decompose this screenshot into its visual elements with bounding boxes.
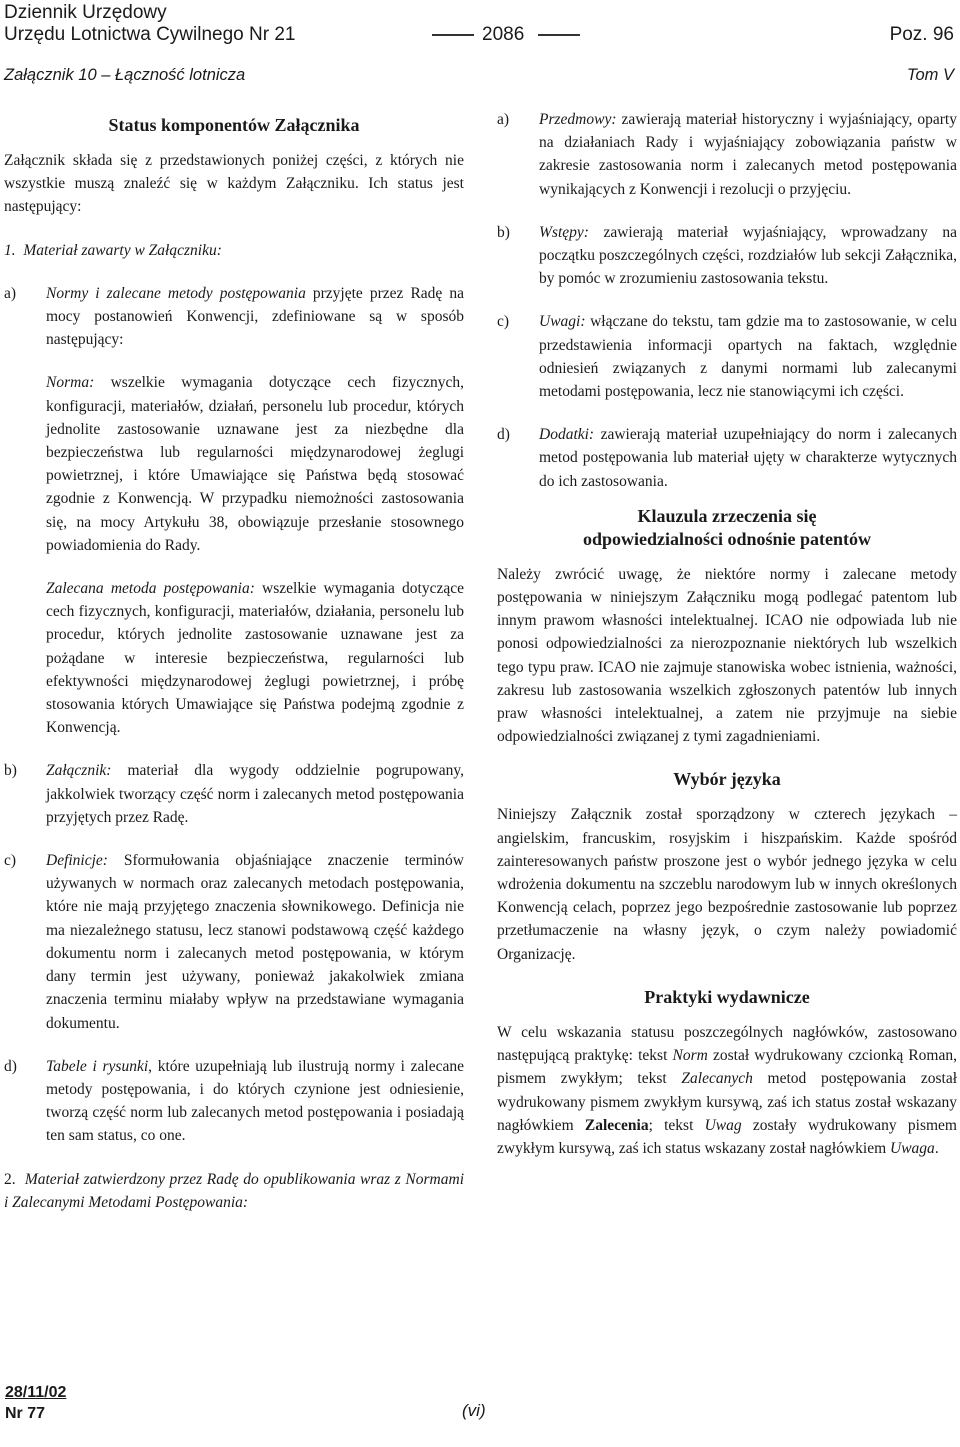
section-title: Status komponentów Załącznika xyxy=(108,115,360,135)
annex-title: Załącznik 10 – Łączność lotnicza xyxy=(4,66,246,84)
page-number-rule-right xyxy=(538,34,580,36)
disclaimer-paragraph: Należy zwrócić uwagę, że niektóre normy i zalecane metody postępowania w niniejszym Załączniku mogą podlegać patentom lub innym prawom własności intelektualnej. ICAO nie odpowiada lub nie ponosi odpowiedzialności za nierozpoznanie niektórych lub wszelkich tego typu praw. ICAO nie zajmuje stanowiska wobec istnienia, ważności, zakresu lub zastosowania wszelkich zgłoszonych patentów lub innych praw własności intelektualnej, a zatem nie przyjmuje na siebie odpowiedzialności związanej z tymi zagadnieniami. xyxy=(497,565,957,746)
item-uwagi: c) Uwagi: włączane do tekstu, tam gdzie ma to zastosowanie, w celu przedstawienia informacji opartych na faktach, względnie odniesień związanych z danymi normami lub zalecanymi metodami postępowania, lecz nie stanowiącymi ich części. xyxy=(497,313,957,401)
item-a: a) Normy i zalecane metody postępowania przyjęte przez Radę na mocy postanowień Konwencji, zdefiniowane są w sposób następujący: Norma: wszelkie wymagania dotyczące cech fizycznych, konfiguracji, materiałów, działań, personelu lub procedur, których jednolite zastosowanie uznawane jest za niezbędne dla bezpieczeństwa lub regularności międzynarodowej żeglugi powietrznej, i które Umawiające się Państwa będą stosować zgodnie z Konwencją. W przypadku niemożności zastosowania się, na mocy Artykułu 38, obowiązuje przesłanie stosownego powiadomienia do Rady. Zalecana metoda postępowania: wszelkie wymagania dotyczące cech fizycznych, konfiguracji, materiałów, działania, personelu lub procedur, których jednolite zastosowanie uznawane jest za pożądane w interesie bezpieczeństwa, regularności lub efektywności międzynarodowej żeglugi powietrznej, i próbę stosowania których Umawiające się Państwa podejmą zgodnie z Konwencją. xyxy=(4,282,464,740)
practice-paragraph: W celu wskazania statusu poszczególnych nagłówków, zastosowano następującą praktykę: tekst Norm został wydrukowany czcionką Roman, pismem zwykłym; tekst Zalecanych metod postępowania został wydrukowany pismem zwykłym kursywą, zaś ich status został wskazany nagłówkiem Zalecenia; tekst Uwag zostały wydrukowany pismem zwykłym kursywą, zaś ich status wskazany został nagłówkiem Uwaga. xyxy=(497,1023,957,1157)
intro-paragraph: Załącznik składa się z przedstawionych poniżej części, z których nie wszystkie muszą znaleźć się w każdym Załączniku. Ich status jest następujący: xyxy=(4,152,464,216)
volume-label: Tom V xyxy=(906,66,954,84)
left-column xyxy=(4,108,464,1214)
section-2-heading: 2. Materiał zatwierdzony przez Radę do opublikowania wraz z Normami i Zalecanymi Metodami Postępowania: xyxy=(4,1170,464,1211)
item-przedmowy: a) Przedmowy: zawierają materiał historyczny i wyjaśniający, oparty na działaniach Rady i wyjaśniający zobowiązania państw w zakresie zastosowania norm i zalecanych metod postępowania wynikających z Konwencji i rezolucji o przyjęciu. xyxy=(497,111,957,198)
item-dodatki: d) Dodatki: zawierają materiał uzupełniający do norm i zalecanych metod postępowania lub materiał ujęty w charakterze wytycznych do ich zastosowania. xyxy=(497,426,957,490)
footer-date: 28/11/02 xyxy=(5,1384,67,1401)
item-c: c) Definicje: Sformułowania objaśniające znaczenie terminów używanych w normach oraz zalecanych metodach postępowania, które nie mają przyjętego znaczenia słownikowego. Definicja nie ma niezależnego statusu, lecz stanowi podstawową część każdego dokumentu norm i zalecanych metod postępowania, w którym dany termin jest używany, ponieważ jakakolwiek zmiana znaczenia terminu miałaby wpływ na przedstawiane wymagania dokumentu. xyxy=(4,852,464,1032)
language-paragraph: Niniejszy Załącznik został sporządzony w czterech językach – angielskim, francuskim, rosyjskim i hiszpańskim. Każde spośród zainteresowanych państw proszone jest o wybór jednego języka w celu wdrożenia dokumentu na szczeblu narodowym lub w innych określonych Konwencją celach, poprzez jego bezpośrednie zastosowanie lub poprzez przetłumaczenie na własny język, o czym należy powiadomić Organizację. xyxy=(497,806,957,963)
item-d: d) Tabele i rysunki, które uzupełniają lub ilustrują normy i zalecane metody postępowania, i do których czynione jest odniesienie, tworzą część norm lub zalecanych metod postępowania i posiadają ten sam status, co one. xyxy=(4,1057,465,1145)
page-number: 2086 xyxy=(482,24,525,45)
footer-number: Nr 77 xyxy=(5,1405,46,1422)
practice-heading: Praktyki wydawnicze xyxy=(644,986,810,1007)
disclaimer-heading: Klauzula zrzeczenia się odpowiedzialności odnośnie patentów xyxy=(582,505,872,549)
footer-page-roman: (vi) xyxy=(462,1401,486,1420)
page-number-rule-left xyxy=(432,34,474,36)
definition-zalecana: Zalecana metoda postępowania: wszelkie wymagania dotyczące cech fizycznych, konfiguracji, materiałów, działania, personelu lub procedur, których jednolite zastosowanie uznawane jest za pożądane w interesie bezpieczeństwa, regularności lub efektywności międzynarodowej żeglugi powietrznej, i próbę stosowania których Umawiające się Państwa podejmą zgodnie z Konwencją. xyxy=(46,580,464,737)
footer-issue xyxy=(5,1382,66,1424)
definition-norma: Norma: wszelkie wymagania dotyczące cech fizycznych, konfiguracji, materiałów, działań, personelu lub procedur, których jednolite zastosowanie uznawane jest za niezbędne dla bezpieczeństwa lub regularności międzynarodowej żeglugi powietrznej, i które Umawiające się Państwa będą stosować zgodnie z Konwencją. W przypadku niemożności zastosowania się, na mocy Artykułu 38, obowiązuje przesłanie stosownego powiadomienia do Rady. xyxy=(46,374,464,554)
publication-title: Dziennik Urzędowy Urzędu Lotnictwa Cywilnego Nr 21 xyxy=(4,2,296,45)
item-b: b) Załącznik: materiał dla wygody oddzielnie pogrupowany, jakkolwiek tworzący część norm i zalecanych metod postępowania przyjętych przez Radę. xyxy=(4,762,464,826)
language-heading: Wybór języka xyxy=(673,769,781,790)
right-column xyxy=(497,108,957,1160)
position-number: Poz. 96 xyxy=(889,24,954,45)
item-wstepy: b) Wstępy: zawierają materiał wyjaśniający, wprowadzany na początku poszczególnych części, rozdziałów lub sekcji Załącznika, by pomóc w zrozumieniu zastosowania tekstu. xyxy=(497,223,957,288)
section-1-heading: 1. Materiał zawarty w Załączniku: xyxy=(4,241,222,259)
